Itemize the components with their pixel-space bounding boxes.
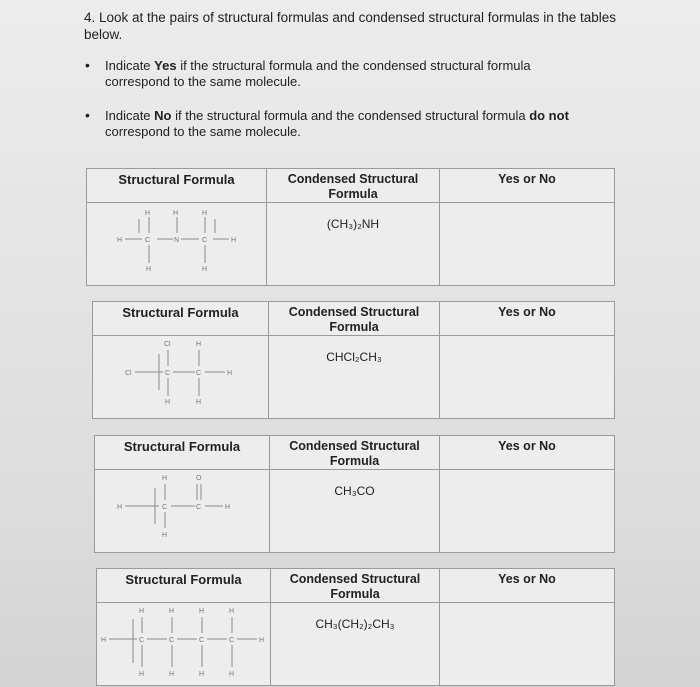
molecule-dichloroethane xyxy=(93,336,267,406)
condensed-formula: CH₃(CH₂)₂CH₃ xyxy=(271,603,440,686)
atom-label: H xyxy=(259,637,265,644)
atom-label: H xyxy=(229,671,235,678)
atom-label: Cl xyxy=(164,341,171,348)
atom-label: H xyxy=(101,637,107,644)
atom-label: C xyxy=(169,637,175,644)
formula-table-4 xyxy=(96,568,615,686)
atom-label: O xyxy=(196,475,202,482)
atom-label: H xyxy=(169,671,175,678)
answer-cell[interactable] xyxy=(440,203,615,286)
atom-label: H xyxy=(139,608,145,615)
condensed-formula-header: Condensed Structural Formula xyxy=(271,569,440,603)
yes-no-header: Yes or No xyxy=(440,436,615,470)
atom-label: C xyxy=(196,504,202,511)
atom-label: H xyxy=(199,608,205,615)
atom-label: H xyxy=(117,504,123,511)
atom-label: C xyxy=(145,237,151,244)
atom-label: H xyxy=(162,532,168,539)
condensed-formula: CH₃CO xyxy=(270,470,440,553)
atom-label: H xyxy=(169,608,175,615)
atom-label: H xyxy=(199,671,205,678)
atom-label: H xyxy=(231,237,237,244)
instruction-yes: • Indicate Yes if the structural formula and the condensed structural formula correspond to the same molecule. xyxy=(85,57,531,89)
structural-formula-drawing xyxy=(95,470,270,553)
yes-no-header: Yes or No xyxy=(440,169,615,203)
atom-label: H xyxy=(117,237,123,244)
atom-label: C xyxy=(229,637,235,644)
question-title: 4. Look at the pairs of structural formulas and condensed structural formulas in the tables below. xyxy=(84,10,617,42)
structural-formula-drawing xyxy=(87,203,267,286)
atom-label: C xyxy=(199,637,205,644)
molecule-acetaldehyde xyxy=(95,470,268,540)
condensed-formula: CHCl₂CH₃ xyxy=(269,336,440,419)
structural-formula-header: Structural Formula xyxy=(97,569,271,603)
molecule-dimethylamine xyxy=(87,203,265,273)
atom-label: C xyxy=(139,637,145,644)
answer-cell[interactable] xyxy=(440,603,615,686)
atom-label: C xyxy=(196,370,202,377)
yes-no-header: Yes or No xyxy=(440,302,615,336)
molecule-butane xyxy=(97,603,269,683)
atom-label: H xyxy=(145,210,151,217)
atom-label: H xyxy=(146,266,152,273)
atom-label: H xyxy=(173,210,179,217)
condensed-formula-header: Condensed Structural Formula xyxy=(269,302,440,336)
atom-label: H xyxy=(229,608,235,615)
answer-cell[interactable] xyxy=(440,470,615,553)
formula-table-3 xyxy=(94,435,615,553)
atom-label: C xyxy=(165,370,171,377)
atom-label: H xyxy=(162,475,168,482)
bullet-dot: • xyxy=(85,57,90,73)
atom-label: H xyxy=(196,341,202,348)
yes-no-header: Yes or No xyxy=(440,569,615,603)
atom-label: H xyxy=(202,210,208,217)
atom-label: H xyxy=(225,504,231,511)
atom-label: N xyxy=(174,237,180,244)
answer-cell[interactable] xyxy=(440,336,615,419)
condensed-formula-header: Condensed Structural Formula xyxy=(270,436,440,470)
condensed-formula-header: Condensed Structural Formula xyxy=(267,169,440,203)
structural-formula-drawing xyxy=(93,336,269,419)
instruction-no: • Indicate No if the structural formula and the condensed structural formula do not correspond to the same molecule. xyxy=(85,107,569,139)
condensed-formula: (CH₃)₂NH xyxy=(267,203,440,286)
structural-formula-header: Structural Formula xyxy=(87,169,267,203)
atom-label: C xyxy=(162,504,168,511)
atom-label: H xyxy=(227,370,233,377)
structural-formula-header: Structural Formula xyxy=(95,436,270,470)
atom-label: H xyxy=(202,266,208,273)
atom-label: H xyxy=(165,399,171,406)
structural-formula-header: Structural Formula xyxy=(93,302,269,336)
bullet-dot: • xyxy=(85,107,90,123)
formula-table-1 xyxy=(86,168,615,286)
atom-label: C xyxy=(202,237,208,244)
structural-formula-drawing xyxy=(97,603,271,686)
formula-table-2 xyxy=(92,301,615,419)
atom-label: H xyxy=(196,399,202,406)
atom-label: H xyxy=(139,671,145,678)
atom-label: Cl xyxy=(125,370,132,377)
